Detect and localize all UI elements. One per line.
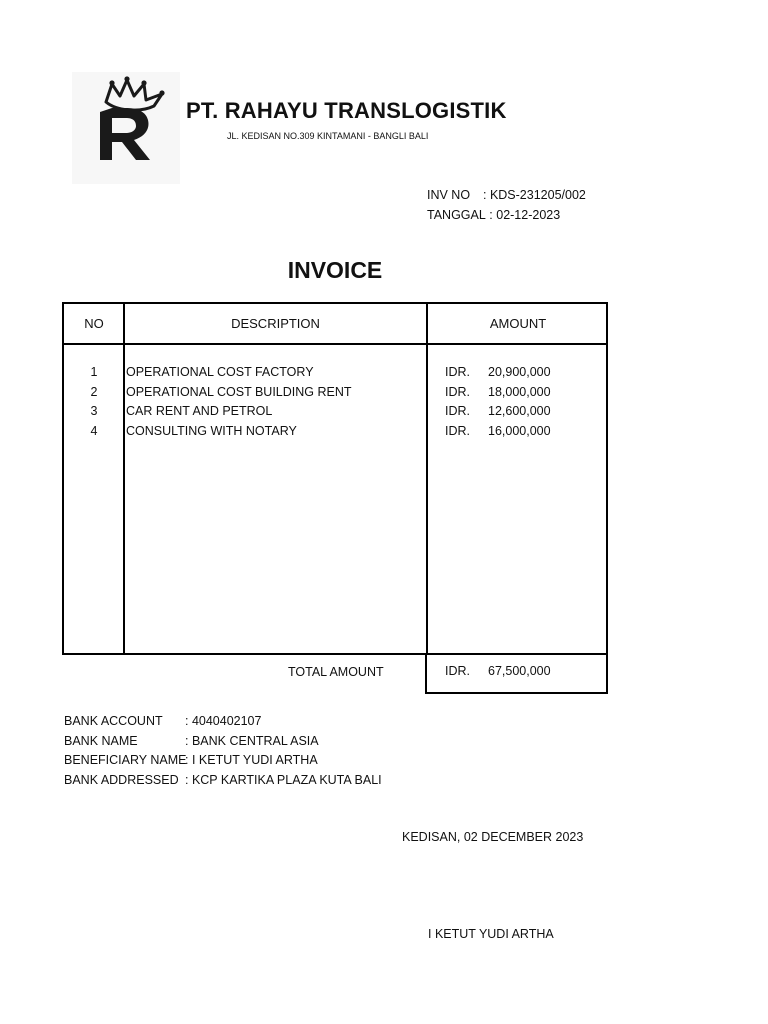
column-divider [123,304,125,653]
table-row [64,383,606,403]
header-description: DESCRIPTION [231,316,320,331]
row-amount: 20,900,000 [488,365,551,379]
row-description: CONSULTING WITH NOTARY [126,423,297,438]
invoice-date-value: : 02-12-2023 [489,208,561,222]
row-currency: IDR. [445,384,470,399]
total-amount-box [425,653,608,694]
row-amount: 18,000,000 [488,384,551,399]
header-amount: AMOUNT [489,316,547,331]
row-description: CAR RENT AND PETROL [126,404,273,418]
invoice-date-line [427,205,586,225]
header-no: NO [84,316,104,331]
crown-r-logo-icon [72,72,180,184]
total-currency: IDR. [445,664,470,678]
place-date: KEDISAN, 02 DECEMBER 2023 [402,830,584,844]
row-amount: 16,000,000 [488,423,551,438]
invoice-number-value: : KDS-231205/002 [483,188,586,202]
column-divider [426,304,428,653]
row-description: OPERATIONAL COST BUILDING RENT [126,384,352,399]
invoice-meta [427,185,586,225]
row-number: 4 [90,423,98,438]
total-amount-label: TOTAL AMOUNT [288,665,384,679]
row-number: 2 [90,384,98,399]
table-row [64,363,606,383]
invoice-number-line [427,185,586,205]
beneficiary-value: : I KETUT YUDI ARTHA [185,753,318,767]
row-currency: IDR. [445,404,470,418]
row-currency: IDR. [445,365,470,379]
row-number: 3 [90,404,98,418]
row-description: OPERATIONAL COST FACTORY [126,365,314,379]
company-logo [72,72,180,184]
bank-address-value: : KCP KARTIKA PLAZA KUTA BALI [185,772,382,787]
table-row [64,422,606,442]
bank-account-label: BANK ACCOUNT [64,714,163,728]
row-number: 1 [90,365,98,379]
bank-name-value: : BANK CENTRAL ASIA [185,733,319,748]
invoice-table [62,302,608,655]
row-amount: 12,600,000 [488,404,551,418]
table-row [64,402,606,422]
row-currency: IDR. [445,423,470,438]
bank-name-label: BANK NAME [64,733,138,748]
company-address: JL. KEDISAN NO.309 KINTAMANI - BANGLI BALI [227,131,429,141]
invoice-number-label: INV NO [427,188,471,202]
bank-account-value: : 4040402107 [185,714,262,728]
page-title: INVOICE [287,257,383,283]
company-name: PT. RAHAYU TRANSLOGISTIK [186,98,507,123]
signer-name: I KETUT YUDI ARTHA [428,927,554,941]
invoice-date-label: TANGGAL [427,208,486,222]
beneficiary-label: BENEFICIARY NAME [64,753,187,767]
total-amount-value: 67,500,000 [488,664,551,678]
bank-address-label: BANK ADDRESSED [64,772,179,787]
